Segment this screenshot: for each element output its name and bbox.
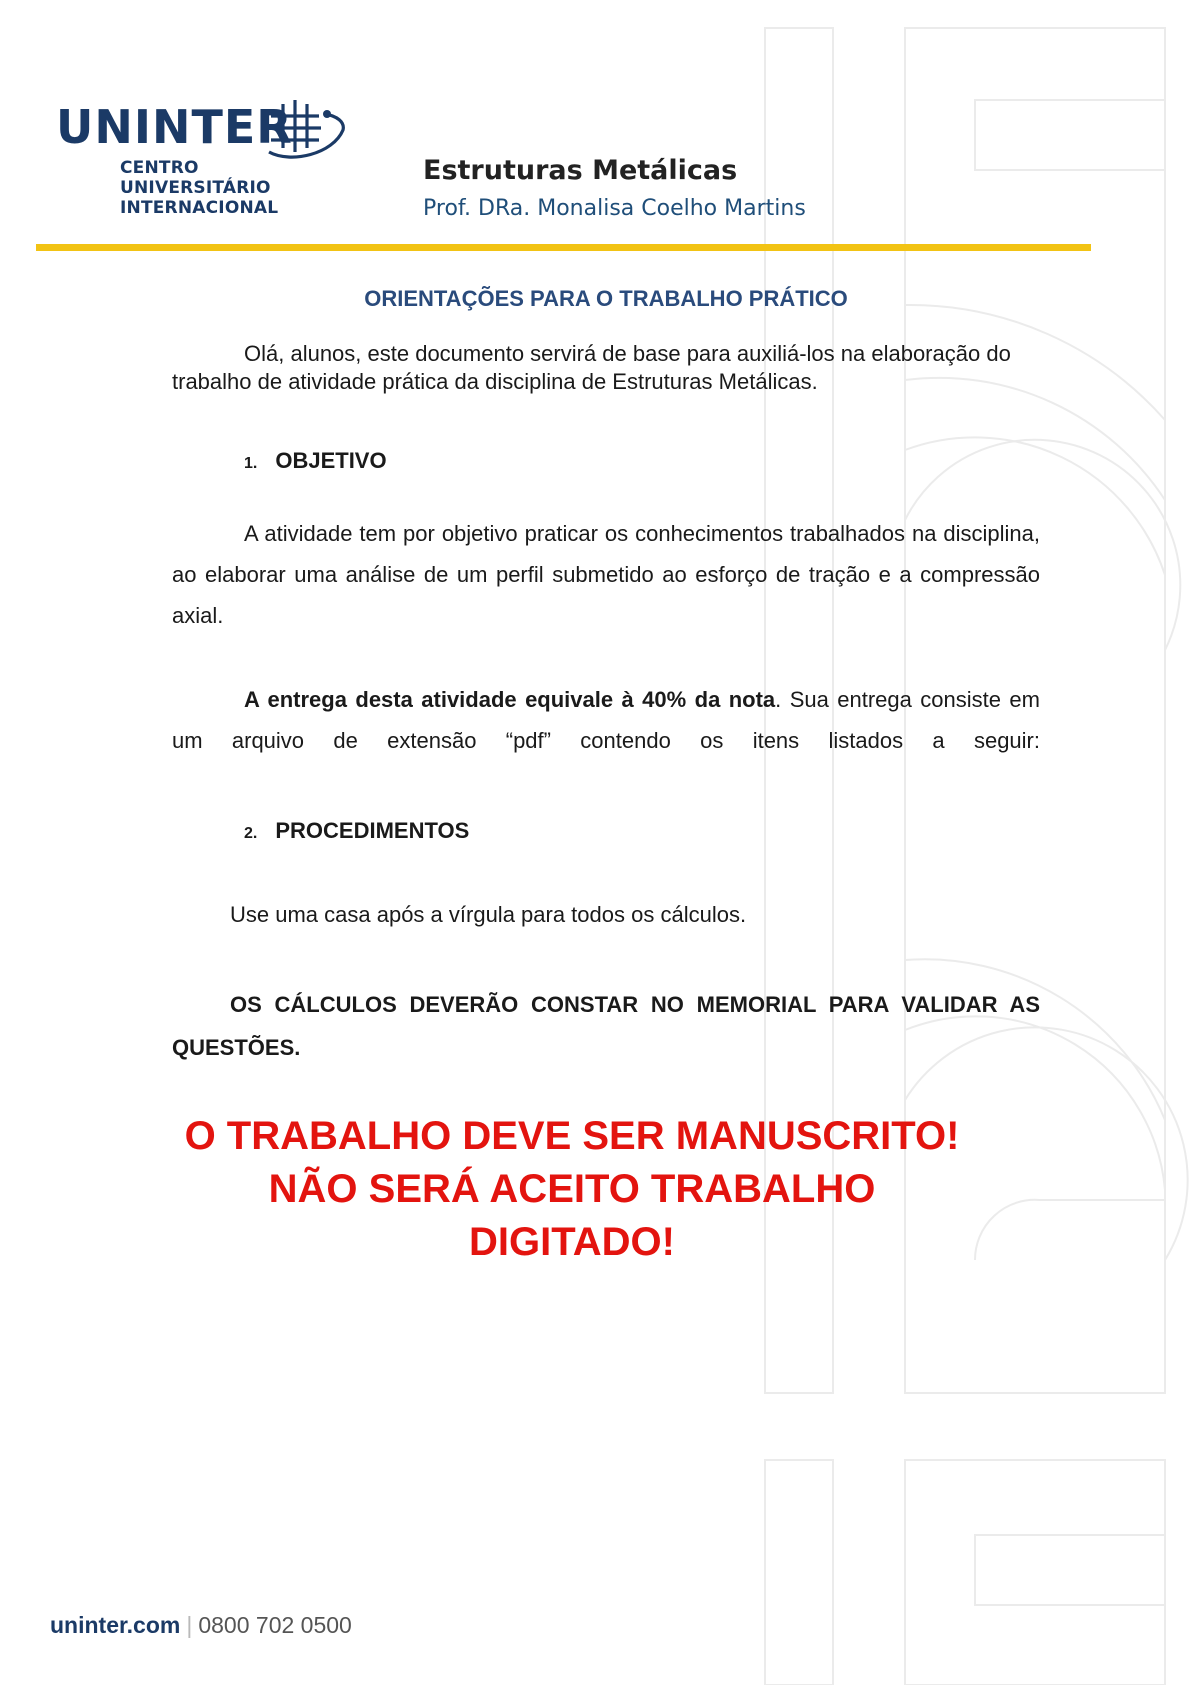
footer-contact [50, 1612, 352, 1639]
warning-line: O TRABALHO DEVE SER MANUSCRITO! [184, 1114, 960, 1158]
calculation-note: OS CÁLCULOS DEVERÃO CONSTAR NO MEMORIAL PARA VALIDAR AS QUESTÕES. [172, 992, 1040, 1060]
professor-name: Prof. DRa. Monalisa Coelho Martins [423, 196, 806, 221]
logo-subtitle-line: CENTRO [120, 158, 199, 178]
website-link[interactable]: uninter.com [50, 1612, 181, 1638]
section-title: OBJETIVO [275, 448, 387, 473]
delivery-paragraph [172, 679, 1040, 761]
warning-line: DIGITADO! [469, 1220, 675, 1264]
procedure-paragraph: Use uma casa após a vírgula para todos os cálculos. [230, 902, 747, 927]
course-title: Estruturas Metálicas [423, 155, 738, 186]
handwritten-warning [172, 1110, 972, 1269]
logo-subtitle [120, 158, 278, 218]
logo-subtitle-line: INTERNACIONAL [120, 198, 279, 218]
globe-icon [261, 96, 347, 166]
objective-text: A atividade tem por objetivo praticar os conhecimentos trabalhados na disciplina, ao elaborar uma análise de um perfil submetido ao esforço de tração e a compressão axial. [172, 521, 1040, 628]
footer-separator: | [186, 1612, 193, 1638]
objective-paragraph [172, 513, 1040, 636]
header-divider [36, 244, 1091, 251]
uninter-logo [56, 100, 293, 218]
header-info [423, 155, 806, 221]
section-heading-procedimentos [244, 818, 469, 844]
section-heading-objetivo [244, 448, 387, 474]
intro-paragraph: Olá, alunos, este documento servirá de base para auxiliá-los na elaboração do trabalho de atividade prática da disciplina de Estruturas Metálicas. [172, 341, 1011, 394]
delivery-text: . Sua entrega consiste em um arquivo de extensão “pdf” contendo os itens listados a seguir: [172, 687, 1040, 753]
section-title: PROCEDIMENTOS [275, 818, 470, 843]
document-title: ORIENTAÇÕES PARA O TRABALHO PRÁTICO [364, 286, 848, 311]
delivery-emphasis: A entrega desta atividade equivale à 40% da nota [244, 687, 776, 712]
section-number: 2. [244, 825, 258, 842]
warning-line: NÃO SERÁ ACEITO TRABALHO [268, 1167, 876, 1211]
logo-subtitle-line: UNIVERSITÁRIO [120, 178, 271, 198]
logo-wordmark: UNINTER [56, 100, 293, 154]
section-number: 1. [244, 455, 258, 472]
phone-number: 0800 702 0500 [198, 1612, 352, 1638]
